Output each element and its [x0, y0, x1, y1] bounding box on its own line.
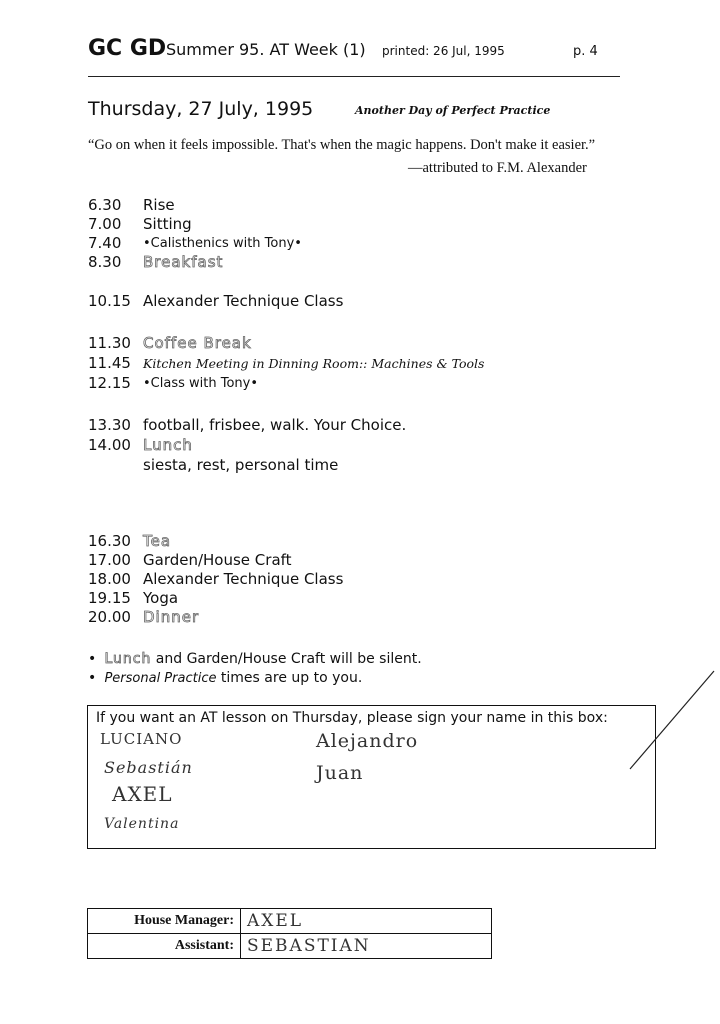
signature: Juan — [316, 762, 364, 784]
note-item — [88, 670, 362, 686]
pen-stroke-mark — [628, 665, 718, 775]
day-motto: Another Day of Perfect Practice — [355, 104, 551, 117]
schedule-activity: Alexander Technique Class — [143, 570, 344, 588]
schedule-time: 12.15 — [88, 374, 131, 392]
schedule-time: 7.40 — [88, 234, 122, 252]
schedule-activity: Coffee Break — [143, 334, 252, 352]
note-item — [88, 651, 422, 667]
week-label: Summer 95. AT Week (1) — [166, 40, 366, 59]
schedule-activity: •Calisthenics with Tony• — [143, 236, 302, 251]
schedule-activity: •Class with Tony• — [143, 376, 259, 391]
note-emphasis: Lunch — [104, 651, 152, 667]
bullet-icon: • — [88, 651, 97, 667]
schedule-time: 10.15 — [88, 292, 131, 310]
signature: Sebastián — [104, 758, 193, 777]
schedule-time: 11.30 — [88, 334, 131, 352]
schedule-time: 17.00 — [88, 551, 131, 569]
signature: Alejandro — [316, 730, 419, 752]
schedule-activity: Breakfast — [143, 253, 224, 271]
schedule-time: 7.00 — [88, 215, 122, 233]
schedule-time: 20.00 — [88, 608, 131, 626]
assistant-value[interactable]: SEBASTIAN — [241, 934, 492, 959]
schedule-time: 13.30 — [88, 416, 131, 434]
schedule-activity: Garden/House Craft — [143, 551, 292, 569]
schedule-activity: Alexander Technique Class — [143, 292, 344, 310]
signature: LUCIANO — [100, 730, 183, 748]
schedule-activity: Tea — [143, 532, 172, 550]
schedule-activity: siesta, rest, personal time — [143, 456, 339, 474]
assistant-label: Assistant: — [88, 934, 241, 959]
note-text: and Garden/House Craft will be silent. — [151, 651, 422, 667]
note-emphasis: Personal Practice — [104, 671, 217, 686]
signature: Valentina — [104, 816, 180, 832]
quote-attribution: —attributed to F.M. Alexander — [408, 160, 587, 176]
bullet-icon: • — [88, 670, 97, 686]
schedule-time: 14.00 — [88, 436, 131, 454]
schedule-time: 18.00 — [88, 570, 131, 588]
brand-title: GC GD — [88, 36, 167, 61]
schedule-time: 8.30 — [88, 253, 122, 271]
note-text: times are up to you. — [216, 670, 363, 686]
house-manager-table — [87, 908, 492, 959]
quote-text: “Go on when it feels impossible. That's when the magic happens. Don't make it easier.” — [88, 137, 596, 153]
schedule-activity: Kitchen Meeting in Dinning Room:: Machines & Tools — [143, 356, 485, 371]
signature: AXEL — [112, 782, 173, 806]
schedule-activity: Dinner — [143, 608, 200, 626]
header-rule — [88, 76, 620, 77]
table-row — [88, 909, 492, 934]
printed-date: printed: 26 Jul, 1995 — [382, 44, 505, 58]
schedule-time: 19.15 — [88, 589, 131, 607]
signup-instruction: If you want an AT lesson on Thursday, please sign your name in this box: — [96, 710, 608, 726]
schedule-time: 6.30 — [88, 196, 122, 214]
day-date: Thursday, 27 July, 1995 — [88, 98, 314, 120]
manager-value[interactable]: AXEL — [241, 909, 492, 934]
schedule-activity: Sitting — [143, 215, 192, 233]
schedule-activity: football, frisbee, walk. Your Choice. — [143, 416, 407, 434]
table-row — [88, 934, 492, 959]
schedule-time: 11.45 — [88, 354, 131, 372]
schedule-time: 16.30 — [88, 532, 131, 550]
manager-label: House Manager: — [88, 909, 241, 934]
schedule-activity: Rise — [143, 196, 175, 214]
page-number: p. 4 — [573, 44, 598, 59]
schedule-activity: Lunch — [143, 436, 193, 454]
schedule-activity: Yoga — [143, 589, 179, 607]
